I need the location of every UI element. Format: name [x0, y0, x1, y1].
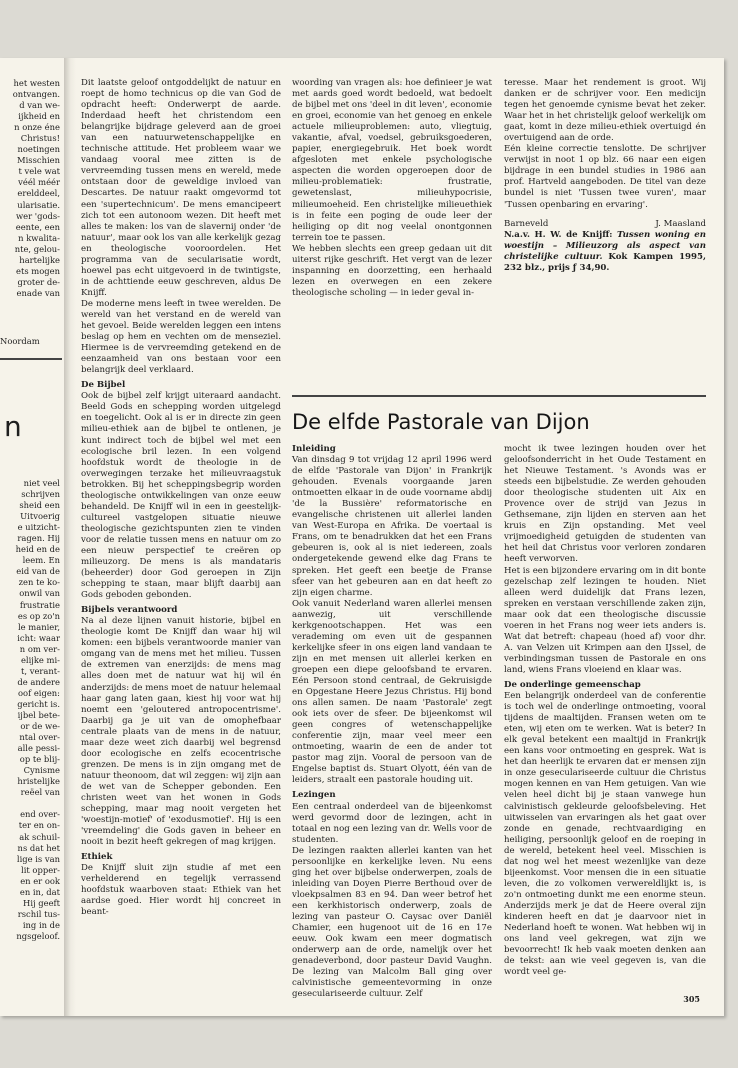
fragment-line: lige is van	[16, 853, 60, 864]
fragment-line: ak schuil-	[19, 831, 60, 842]
article2-col2-paragraph-1: mocht ik twee lezingen houden over het geloofsonderricht in het Oude Testament en het Nieuwe Testament. 's Avonds was er steeds een bijbelstudie. Ze werden gehouden door theologische studenten uit Aix en Provence over de strijd van Jezus in Gethsemane, zijn lijden en sterven aan het kruis en Zijn opstanding. Met veel vrijmoedigheid getuigden de studenten van het heil dat Christus voor verloren zondaren heeft verworven.	[504, 444, 706, 565]
fragment-line: de andere	[17, 676, 60, 687]
col1-paragraph-4: Na al deze lijnen vanuit historie, bijbel en theologie komt De Knijff dan waar hij wil komen: een bijbels verantwoorde manier van omgang van de mens met het milieu. Tussen de extremen van enerzijds: de mens mag alles doen met de natuur wat hij wil én anderzijds: de mens moet de natuur helemaal haar gang laten gaan, kiest hij voor wat hij noemt een 'geloutered antropocentrisme'. Daarbij ga je uit van de omophefbaar centrale plaats van de mens in de natuur, maar deze weet zich daarbij wel begrensd door ecologische en zelfs ecocentrische grenzen. De mens is in zijn omgang met de natuur theonoom, dat wil zeggen: wij zijn aan de wet van de Schepper gebonden. Een christen weet van het wonen in Gods schepping, maar mag nooit vergeten het 'woestijn-motief' of 'exodusmotief'. Hij is een 'vreemdeling' die Gods gaven in beheer en nooit in bezit heeft gekregen of mag krijgen.	[81, 616, 281, 848]
fragment-line: erelddeel,	[17, 188, 60, 199]
article2-column-2	[504, 444, 706, 978]
fragment-line: icht: waar	[17, 632, 60, 643]
col2-paragraph-1: woording van vragen als: hoe definieer je wat met aards goed wordt bedoeld, wat bedoelt de bijbel met ons 'deel in dit leven', economie en groei, economie van het genoeg en enkele actuele milieuproblemen: auto, vliegtuig, vakantie, afval, voedsel, gebruiksgoederen, papier, energiegebruik. Het boek wordt afgesloten met enkele psychologische aspecten die worden opgeroepen door de milieu-problematiek: frustratie, gewetenslast, milieuhypocrisie, milieumoeheid. Een christelijke milieuethiek is in feite een poging de oude leer der heiliging op dit nog veelal onontgonnen terrein toe te passen.	[292, 78, 492, 243]
fragment-line: ets mogen	[16, 265, 60, 276]
left-column-fragment-bottom	[0, 478, 60, 942]
fragment-line: ns dat het	[17, 842, 60, 853]
column-2-top	[292, 78, 492, 299]
article2-col2-paragraph-2: Het is een bijzondere ervaring om in dit bonte gezelschap zelf lezingen te houden. Niet alleen werd duidelijk dat Frans lezen, spreken en verstaan verschillende zaken zijn, maar ook dat een theologische discussie voeren in het Frans nog weer iets anders is. Wat dat betreft: chapeau (hoed af) voor dhr. A. van Velzen uit Krimpen aan den IJssel, de verbindingsman tussen de Pastorale en ons land, wiens Frans vloeiend en klaar was.	[504, 565, 706, 675]
fragment-line: Misschien	[17, 155, 60, 166]
fragment-line: Uitvoerig	[20, 511, 60, 522]
fragment-line: onwil van	[19, 588, 60, 599]
fragment-line: niet veel	[23, 478, 60, 488]
fragment-line: lit opper-	[21, 864, 60, 875]
article2-col2-paragraph-3: Een belangrijk onderdeel van de conferentie is toch wel de onderlinge ontmoeting, vooral tijdens de maaltijden. Fransen weten om te eten, wij eten om te werken. Wat is beter? In elk geval betekent een maaltijd in Frankrijk een kans voor ontmoeting en gesprek. Wat is het dan heerlijk te ervaren dat er mensen zijn in onze geseculariseerde cultuur die Christus mogen kennen en van Hem getuigen. Van wie velen heel dicht bij je staan vanwege hun calvinistisch gekleurde geloofsbeleving. Het uitwisselen van ervaringen als het gaat over zonde en genade, rechtvaardiging en heiliging, persoonlijk geloof en de roeping in de wereld, betekent heel veel. Misschien is dat nog wel het meest wezenlijke van deze bijeenkomst. Voor mensen die in een situatie leven, die zo volkomen verwereldlijkt is, is zo'n ontmoeting dunkt me een enorme steun. Anderzijds merk je dat de Heere overal zijn kinderen heeft en dat je daarvoor niet in Nederland hoeft te wonen. Wat hebben wij in ons land veel gekregen, wat zijn we bevoorrecht! Ik heb vaak moeten denken aan de tekst: aan wie veel gegeven is, van die wordt veel ge-	[504, 691, 706, 978]
fragment-line: n om ver-	[19, 643, 60, 654]
heading-lezingen: Lezingen	[292, 790, 336, 801]
page-fold-shadow	[64, 58, 76, 1016]
fragment-line: ntal over-	[19, 732, 60, 743]
fragment-line: wer 'gods-	[16, 210, 60, 221]
article2-paragraph-2: Ook vanuit Nederland waren allerlei mensen aanwezig, uit verschillende kerkgenootschappen. Het was een verademing om even uit de gespannen kerkelijke sfeer in ons eigen land vandaan te zijn en met mensen uit allerlei kerken en groepen een diepe geloofsband te ervaren. Eén Persoon stond centraal, de Gekruisigde en Opgestane Heere Jezus Christus. Hij bond ons allen samen. De naam 'Pastorale' zegt ook iets over de sfeer. De bijeenkomst wil geen congres of wetenschappelijke conferentie zijn, maar veel meer een ontmoeting, waarin de een de ander tot pastor mag zijn. Vooral de persoon van de Engelse baptist ds. Stuart Olyott, één van de leiders, straalt een pastorale houding uit.	[292, 598, 492, 786]
fragment-line: es op zo'n	[17, 610, 60, 621]
fragment-line: véél méér	[18, 177, 60, 188]
heading-onderlinge-gemeenschap: De onderlinge gemeenschap	[504, 679, 641, 690]
fragment-line: e uitzicht-	[17, 522, 60, 533]
fragment-line: n kwalita-	[18, 232, 60, 243]
fragment-line: eente, een	[15, 221, 60, 232]
col1-paragraph-5: De Knijff sluit zijn studie af met een verhelderend en tegelijk verrassend hoofdstuk waarboven staat: Ethiek van het aardse goed. Hier wordt hij concreet in beant-	[81, 863, 281, 918]
fragment-line: heid en de	[15, 544, 60, 555]
article2-paragraph-3: Een centraal onderdeel van de bijeenkomst werd gevormd door de lezingen, acht in totaal en nog een lezing van dr. Wells voor de studenten.	[292, 801, 492, 845]
fragment-line: alle pessi-	[17, 743, 60, 754]
fragment-line: hristelijke	[17, 776, 60, 787]
fragment-line: noetingen	[17, 144, 60, 155]
fragment-line: end over-	[20, 809, 60, 820]
fragment-line: ter en on-	[18, 820, 60, 831]
fragment-line: ing in de	[22, 919, 60, 930]
fragment-line: or de we-	[20, 721, 60, 732]
article-title: De elfde Pastorale van Dijon	[292, 410, 590, 434]
left-column-fragment-top	[0, 78, 60, 299]
fragment-line: op te blij-	[19, 754, 60, 765]
signature-place: Barneveld	[504, 218, 549, 229]
left-heading-fragment: n	[4, 410, 22, 443]
book-reference-prefix: N.a.v. H. W. de Knijff:	[504, 229, 617, 240]
heading-inleiding: Inleiding	[292, 444, 336, 454]
magazine-page	[0, 58, 724, 1016]
column-1	[81, 78, 281, 919]
fragment-line	[0, 798, 60, 809]
fragment-line: elijke mi-	[20, 654, 60, 665]
fragment-line: sheid een	[19, 500, 60, 511]
fragment-line: Cynisme	[23, 765, 60, 776]
article2-paragraph-4: De lezingen raakten allerlei kanten van het persoonlijke en kerkelijke leven. Nu eens ging het over bijbelse onderwerpen, zoals de inleiding van Doyen Pierre Berthoud over de vloekpsalmen 83 en 94. Dan weer betrof het een kerkhistorisch onderwerp, zoals de lezing van pasteur O. Caysac over Daniël Chamier, een hugenoot uit de 16 en 17e eeuw. Ook kwam een meer dogmatisch onderwerp aan de orde, namelijk over het genadeverbond, door pasteur David Vaughn. De lezing van Malcolm Ball ging over calvinistische gemeentevorming in onze geseculariseerde cultuur. Zelf	[292, 845, 492, 1000]
fragment-line: ragen. Hij	[17, 533, 60, 544]
col1-paragraph-3: Ook de bijbel zelf krijgt uiteraard aandacht. Beeld Gods en schepping worden uitgelegd en toegelicht. Ook al is er in directe zin geen milieu-ethiek aan de bijbel te ontlenen, je kunt indirect toch de bijbel wel met een ecologische bril lezen. In een volgend hoofdstuk wordt de theologie in de overwegingen terzake het milieuvraagstuk betrokken. Bij het scheppingsbegrip worden theologische ontwikkelingen van onze eeuw behandeld. De Knijff wil in een in geestelijk-cultureel vastgelopen situatie nieuwe theologische gezichtspunten zien te vinden voor de relatie tussen mens en natuur om zo een nieuw perspectief te creëren op milieuzorg. De mens is als mandataris (beheerder) door God geroepen in Zijn schepping te staan, maar blijft daarbij aan Gods geboden gebonden.	[81, 391, 281, 601]
fragment-line: en er ook	[20, 875, 60, 886]
fragment-line: ontvangen.	[12, 89, 60, 100]
fragment-line: ijkheid en	[18, 111, 60, 122]
book-reference	[504, 230, 706, 274]
left-signature-fragment: Noordam	[0, 336, 40, 346]
fragment-line: groter de-	[17, 276, 60, 287]
book-reference-details: Kok Kampen 1995, 232 blz., prijs ƒ 34,90.	[504, 251, 706, 273]
heading-bijbels-verantwoord: Bijbels verantwoord	[81, 605, 178, 616]
fragment-line: d van we-	[19, 100, 60, 111]
col1-paragraph-1: Dit laatste geloof ontgoddelijkt de natuur en roept de homo technicus op die van God de opdracht heeft: Onderwerpt de aarde. Inderdaad heeft het christendom een belangrijke bijdrage geleverd aan de groei van een natuurwetenschappelijke en technische attitude. Het probleem waar we vandaag vooral mee zitten is de vervreemding tussen mens en wereld, mede ontstaan door de geweldige invloed van Descartes. De natuur raakt omgevormd tot een 'supertechnicum'. De mens emancipeert zich tot een autonoom wezen. Dit heeft met alles te maken: los van de slavernij onder 'de natuur', maar ook los van alle kerkelijk gezag en theologische vooroordelen. Het programma van de secularisatie wordt, hoewel pas echt uitgevoerd in de twintigste, in de achttiende eeuw geschreven, aldus De Knijff.	[81, 78, 281, 298]
fragment-line: ijbel bete-	[17, 709, 60, 720]
article2-paragraph-1: Van dinsdag 9 tot vrijdag 12 april 1996 werd de elfde 'Pastorale van Dijon' in Frankrijk gehouden. Evenals voorgaande jaren ontmoetten elkaar in de oude voorname abdij 'de la Bussière' reformatorische en evangelische christenen uit allerlei landen van West-Europa en Afrika. De voertaal is Frans, om te benadrukken dat het een Frans gebeuren is, ook al is niet iedereen, zoals ondergetekende gewend elke dag Frans te spreken. Het geeft een beetje de Franse sfeer van het gebeuren aan en dat heeft zo zijn eigen charme.	[292, 455, 492, 598]
fragment-line: oof eigen:	[17, 687, 60, 698]
fragment-line: gericht is.	[17, 698, 60, 709]
fragment-line: en in, dat	[19, 886, 60, 897]
section-divider-rule	[292, 395, 706, 397]
fragment-line: Hij geeft	[23, 897, 60, 908]
fragment-line: enade van	[16, 287, 60, 298]
fragment-line: het westen	[13, 78, 60, 88]
signature-name: J. Maasland	[655, 218, 706, 229]
fragment-line: t vele wat	[18, 166, 60, 177]
fragment-line: zen te ko-	[18, 577, 60, 588]
fragment-line: eid van de	[16, 566, 60, 577]
article2-column-1	[292, 444, 492, 1000]
fragment-line: reëel van	[20, 787, 60, 798]
book-title: Tussen woning en woestijn – Milieuzorg als aspect van christelijke cultuur.	[504, 229, 706, 262]
fragment-line: Christus!	[20, 133, 60, 144]
fragment-line: ngsgeloof.	[16, 930, 60, 941]
fragment-line: rschil tus-	[17, 908, 60, 919]
page-number: 305	[683, 994, 700, 1004]
fragment-line: n onze éne	[14, 122, 60, 133]
heading-de-bijbel: De Bijbel	[81, 380, 126, 391]
col3-paragraph-1: teresse. Maar het rendement is groot. Wij danken er de schrijver voor. Een medicijn tegen het genoemde cynisme bevat het zeker. Waar het in het christelijk geloof werkelijk om gaat, komt in deze milieu-ethiek overtuigd én overtuigend aan de orde.	[504, 78, 706, 144]
fragment-line: ularisatie.	[17, 199, 60, 210]
fragment-line: schrijven	[21, 489, 60, 500]
col1-paragraph-2: De moderne mens leeft in twee werelden. De wereld van het verstand en de wereld van het gevoel. Beide werelden leggen een intens beslag op hem en vechten om de menseziel. Hiermee is de vervreemding getekend en de eenzaamheid van ons bestaan voor een belangrijk deel verklaard.	[81, 298, 281, 376]
fragment-line: hartelijke	[19, 254, 60, 265]
fragment-line: frustratie	[19, 599, 60, 610]
fragment-line: t, verant-	[21, 665, 60, 676]
fragment-line: nte, gelou-	[14, 243, 60, 254]
col3-paragraph-2: Eén kleine correctie tenslotte. De schrijver verwijst in noot 1 op blz. 66 naar een eigen bijdrage in een bundel studies in 1986 aan prof. Hartveld aangeboden. De titel van deze bundel is niet 'Tussen twee vuren', maar 'Tussen openbaring en ervaring'.	[504, 144, 706, 210]
fragment-line: leem. En	[22, 555, 60, 566]
column-3-top	[504, 78, 706, 274]
review-signature	[504, 219, 706, 230]
col2-paragraph-2: We hebben slechts een greep gedaan uit dit uiterst rijke geschrift. Het vergt van de lezer inspanning en doorzetting, een herhaald lezen en overwegen en een zekere theologische scholing — in ieder geval in-	[292, 243, 492, 298]
left-rule	[0, 358, 62, 360]
heading-ethiek: Ethiek	[81, 852, 113, 863]
fragment-line: le manier,	[17, 621, 60, 632]
